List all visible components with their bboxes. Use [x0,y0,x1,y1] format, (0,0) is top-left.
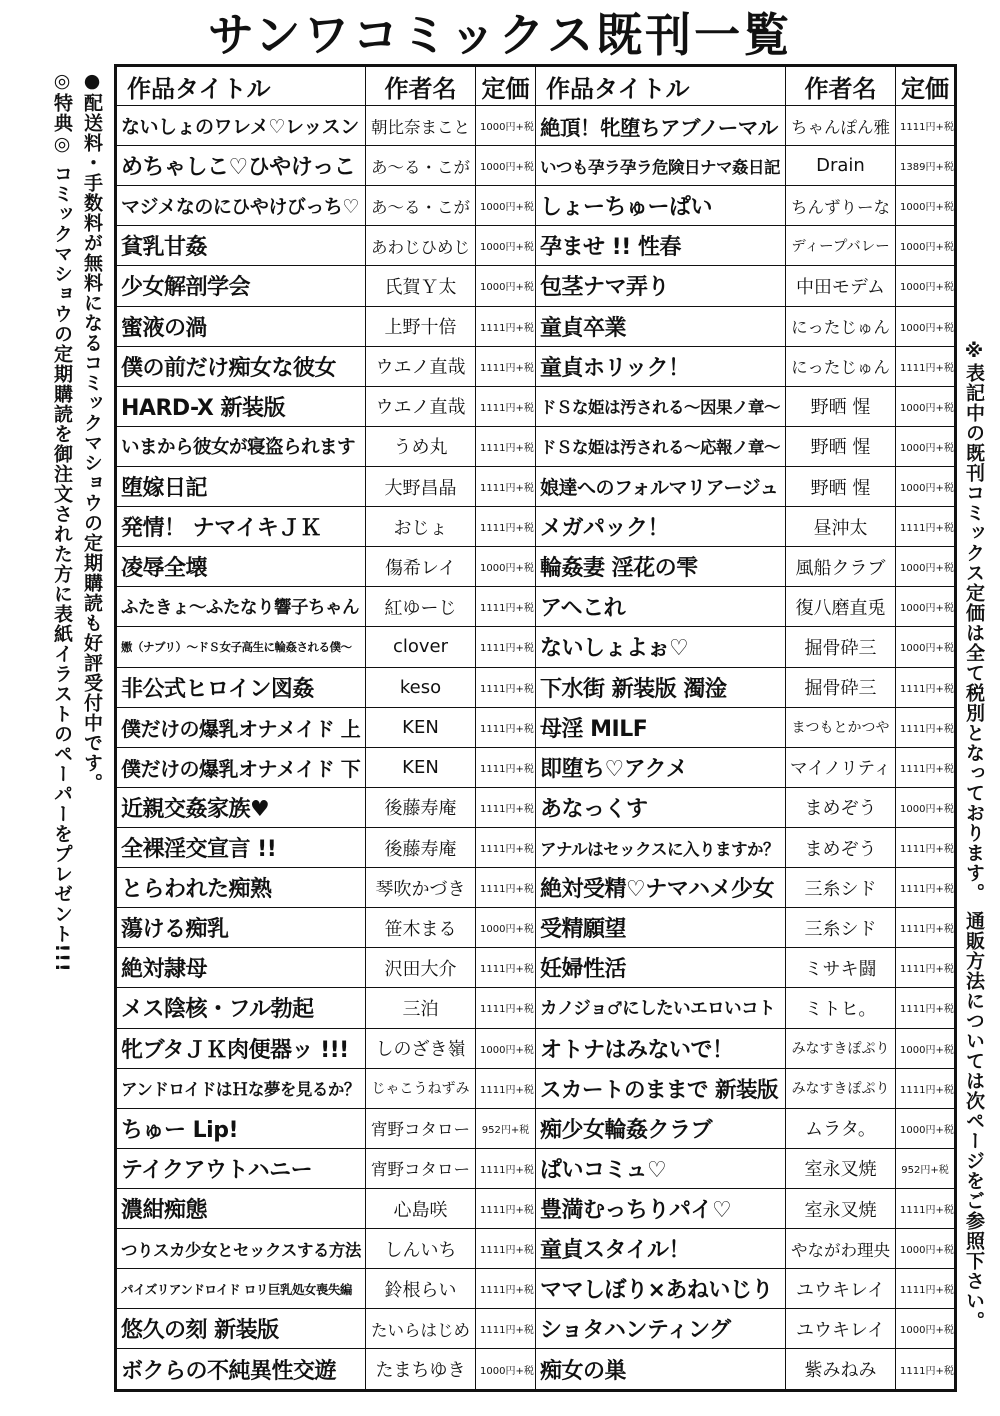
book-price: 1111円+税 [476,426,536,466]
book-title: メス陰核・フル勃起 [116,988,366,1028]
book-price: 1000円+税 [896,306,956,346]
book-price: 1000円+税 [896,547,956,587]
book-price: 1000円+税 [896,587,956,627]
book-title: パイズリアンドロイド ロリ巨乳処女喪失編 [116,1269,366,1309]
book-title: アヘこれ [536,587,786,627]
book-price: 1111円+税 [896,988,956,1028]
book-author: ユウキレイ [786,1269,896,1309]
book-author: 氏賀Ｙ太 [366,266,476,306]
book-author: 宵野コタロー [366,1108,476,1148]
book-author: たいらはじめ [366,1309,476,1349]
book-title: アンドロイドはＨな夢を見るか？ [116,1068,366,1108]
book-title: あなっくす [536,787,786,827]
book-author: みなすきぽぷり [786,1028,896,1068]
book-price: 1000円+税 [896,1108,956,1148]
table-row [116,988,956,1028]
table-row [116,507,956,547]
table-row [116,667,956,707]
table-row [116,226,956,266]
table-row [116,386,956,426]
book-price: 1000円+税 [896,226,956,266]
book-price: 1000円+税 [896,627,956,667]
book-price: 1111円+税 [476,507,536,547]
book-title: 童貞卒業 [536,306,786,346]
book-price: 1111円+税 [896,1349,956,1391]
book-title: 豊満むっちりパイ♡ [536,1188,786,1228]
book-title: 僕だけの爆乳オナメイド 上 [116,707,366,747]
table-row [116,1148,956,1188]
book-author: 昼沖太 [786,507,896,547]
book-price: 1000円+税 [896,1028,956,1068]
book-title: 僕だけの爆乳オナメイド 下 [116,747,366,787]
header-author: 作者名 [366,66,476,106]
book-price: 1111円+税 [476,868,536,908]
book-title: いつも孕ラ孕ラ危険日ナマ姦日記 [536,146,786,186]
book-author: 大野昌晶 [366,466,476,506]
book-author: 掘骨砕三 [786,627,896,667]
book-price: 1111円+税 [896,667,956,707]
book-title: 悠久の刻 新装版 [116,1309,366,1349]
book-price: 1000円+税 [896,186,956,226]
book-title: 絶対隷母 [116,948,366,988]
book-author: 三糸シド [786,908,896,948]
book-author: あ〜る・こが [366,186,476,226]
book-author: まめぞう [786,827,896,867]
book-title: 僕の前だけ痴女な彼女 [116,346,366,386]
book-price: 1000円+税 [476,1028,536,1068]
book-title: 即堕ち♡アクメ [536,747,786,787]
table-row [116,1108,956,1148]
book-author: じゃこうねずみ [366,1068,476,1108]
table-row [116,747,956,787]
book-price: 952円+税 [476,1108,536,1148]
table-row [116,908,956,948]
book-price: 1111円+税 [896,868,956,908]
book-price: 1111円+税 [896,948,956,988]
book-author: 上野十倍 [366,306,476,346]
book-title: 童貞スタイル！ [536,1229,786,1269]
book-price: 1111円+税 [476,1188,536,1228]
book-price: 1000円+税 [476,547,536,587]
header-price: 定価 [476,66,536,106]
table-row [116,106,956,146]
book-author: KEN [366,747,476,787]
book-author: やながわ理央 [786,1229,896,1269]
book-title: つりスカ少女とセックスする方法 [116,1229,366,1269]
book-title: 非公式ヒロイン図姦 [116,667,366,707]
table-row [116,547,956,587]
book-title: テイクアウトハニー [116,1148,366,1188]
book-title: 貧乳甘姦 [116,226,366,266]
book-author: 野晒 惺 [786,466,896,506]
book-price: 1000円+税 [896,1229,956,1269]
table-row [116,466,956,506]
book-title: 受精願望 [536,908,786,948]
table-row [116,346,956,386]
book-title: 包茎ナマ弄り [536,266,786,306]
book-author: たまちゆき [366,1349,476,1391]
table-row [116,146,956,186]
book-author: 紅ゆーじ [366,587,476,627]
book-price: 1111円+税 [476,1148,536,1188]
book-price: 1111円+税 [896,1269,956,1309]
book-author: ウエノ直哉 [366,346,476,386]
book-author: 後藤寿庵 [366,827,476,867]
book-author: 宵野コタロー [366,1148,476,1188]
table-row [116,948,956,988]
book-title: しょーちゅーぱい [536,186,786,226]
book-author: 鈴根らい [366,1269,476,1309]
book-title: 蕩ける痴乳 [116,908,366,948]
book-price: 1111円+税 [476,747,536,787]
book-price: 1000円+税 [896,426,956,466]
book-author: あ〜る・こが [366,146,476,186]
book-title: ドＳな姫は汚される〜因果ノ章〜 [536,386,786,426]
book-price: 1111円+税 [476,587,536,627]
book-title: 輪姦妻 淫花の雫 [536,547,786,587]
book-price: 1111円+税 [476,1068,536,1108]
book-price: 1111円+税 [476,306,536,346]
book-title: 妊婦性活 [536,948,786,988]
book-author: マイノリティ [786,747,896,787]
table-row [116,1229,956,1269]
book-price: 952円+税 [896,1148,956,1188]
table-row [116,627,956,667]
book-title: 発情！ ナマイキＪＫ [116,507,366,547]
book-price: 1000円+税 [476,146,536,186]
book-author: にったじゅん [786,346,896,386]
book-title: 孕ませ !! 性春 [536,226,786,266]
price-note: ※表記中の既刊コミックス定価は全て税別となっております。 通販方法については次ページをご参照下さい。 [963,340,985,1331]
book-title: メガパック！ [536,507,786,547]
book-title: 凌辱全壊 [116,547,366,587]
book-title: いまから彼女が寝盗られます [116,426,366,466]
table-row [116,186,956,226]
book-title: 娘達へのフォルマリアージュ [536,466,786,506]
book-author: 後藤寿庵 [366,787,476,827]
book-price: 1000円+税 [896,266,956,306]
book-price: 1000円+税 [896,386,956,426]
book-author: 野晒 惺 [786,426,896,466]
book-author: まつもとかつや [786,707,896,747]
book-author: 心島咲 [366,1188,476,1228]
book-author: 朝比奈まこと [366,106,476,146]
table-row [116,827,956,867]
book-author: 室永叉焼 [786,1188,896,1228]
book-author: Drain [786,146,896,186]
table-row [116,1269,956,1309]
book-price: 1111円+税 [476,667,536,707]
book-price: 1111円+税 [476,627,536,667]
book-title: ないしょのワレメ♡レッスン [116,106,366,146]
table-row [116,1068,956,1108]
book-author: 傷希レイ [366,547,476,587]
book-title: 絶対受精♡ナマハメ少女 [536,868,786,908]
table-row [116,1028,956,1068]
catalog-table [114,64,957,1392]
header-title: 作品タイトル [116,66,366,106]
book-author: ディープバレー [786,226,896,266]
table-row [116,426,956,466]
book-price: 1111円+税 [476,1309,536,1349]
book-price: 1111円+税 [476,948,536,988]
book-author: おじょ [366,507,476,547]
book-author: KEN [366,707,476,747]
book-title: 蜜液の渦 [116,306,366,346]
book-price: 1111円+税 [476,1229,536,1269]
page-title: サンワコミックス既刊一覧 [207,8,793,62]
book-author: にったじゅん [786,306,896,346]
book-price: 1000円+税 [476,186,536,226]
book-title: 痴少女輪姦クラブ [536,1108,786,1148]
book-price: 1000円+税 [476,266,536,306]
book-title: とらわれた痴熟 [116,868,366,908]
book-title: ふたきょ〜ふたなり響子ちゃん [116,587,366,627]
book-price: 1111円+税 [476,346,536,386]
book-title: 絶頂！牝堕ちアブノーマル [536,106,786,146]
book-author: 復八磨直兎 [786,587,896,627]
book-price: 1000円+税 [476,106,536,146]
book-title: アナルはセックスに入りますか？ [536,827,786,867]
book-title: 近親交姦家族♥ [116,787,366,827]
left-notes [44,70,106,1390]
book-author: ユウキレイ [786,1309,896,1349]
book-price: 1389円+税 [896,146,956,186]
table-row [116,1188,956,1228]
book-author: ちゃんぽん雅 [786,106,896,146]
book-title: ぱいコミュ♡ [536,1148,786,1188]
book-price: 1111円+税 [896,707,956,747]
table-row [116,1309,956,1349]
book-price: 1111円+税 [476,707,536,747]
book-price: 1111円+税 [896,346,956,386]
header-title: 作品タイトル [536,66,786,106]
book-author: あわじひめじ [366,226,476,266]
book-author: 野晒 惺 [786,386,896,426]
book-author: 三泊 [366,988,476,1028]
book-author: 琴吹かづき [366,868,476,908]
book-author: ちんずりーな [786,186,896,226]
book-author: clover [366,627,476,667]
book-author: 室永叉焼 [786,1148,896,1188]
table-row [116,787,956,827]
table-row [116,587,956,627]
book-title: 母淫 MILF [536,707,786,747]
book-title: 痴女の巣 [536,1349,786,1391]
header-price: 定価 [896,66,956,106]
book-price: 1000円+税 [896,1309,956,1349]
book-price: 1111円+税 [896,747,956,787]
book-author: ムラタ。 [786,1108,896,1148]
book-price: 1000円+税 [476,226,536,266]
book-author: 三糸シド [786,868,896,908]
book-title: 下水街 新装版 濁淦 [536,667,786,707]
subscription-note: ●配送料・手数料が無料になるコミックマショウの定期購読も好評受付中です。 [81,70,103,793]
book-title: カノジョ♂にしたいエロいコト [536,988,786,1028]
table-row [116,1349,956,1391]
book-author: 紫みねみ [786,1349,896,1391]
book-title: 濃紺痴態 [116,1188,366,1228]
book-title: ショタハンティング [536,1309,786,1349]
book-price: 1111円+税 [476,466,536,506]
book-price: 1111円+税 [476,386,536,426]
book-price: 1111円+税 [476,787,536,827]
book-author: みなすきぽぷり [786,1068,896,1108]
book-title: ママしぼり×あねいじり [536,1269,786,1309]
book-price: 1111円+税 [896,507,956,547]
book-author: 笹木まる [366,908,476,948]
book-author: うめ丸 [366,426,476,466]
book-author: keso [366,667,476,707]
header-row [116,66,956,106]
table-row [116,707,956,747]
book-price: 1111円+税 [476,827,536,867]
book-title: ドＳな姫は汚される〜応報ノ章〜 [536,426,786,466]
book-price: 1111円+税 [476,1269,536,1309]
book-title: 全裸淫交宣言 !! [116,827,366,867]
book-author: 掘骨砕三 [786,667,896,707]
book-author: まめぞう [786,787,896,827]
book-title: 堕嫁日記 [116,466,366,506]
book-title: 少女解剖学会 [116,266,366,306]
book-title: スカートのままで 新装版 [536,1068,786,1108]
book-price: 1000円+税 [896,787,956,827]
table-row [116,868,956,908]
book-price: 1111円+税 [896,1068,956,1108]
book-price: 1111円+税 [896,827,956,867]
book-price: 1111円+税 [896,908,956,948]
book-title: マジメなのにひやけびっち♡ [116,186,366,226]
book-price: 1111円+税 [476,988,536,1028]
book-price: 1000円+税 [896,466,956,506]
book-author: しんいち [366,1229,476,1269]
book-title: めちゃしこ♡ひやけっこ [116,146,366,186]
book-title: オトナはみないで！ [536,1028,786,1068]
book-title: ないしょよぉ♡ [536,627,786,667]
table-row [116,306,956,346]
book-title: HARD-X 新装版 [116,386,366,426]
book-price: 1000円+税 [476,908,536,948]
right-notes [956,340,990,1400]
book-author: 沢田大介 [366,948,476,988]
book-price: 1000円+税 [476,1349,536,1391]
header-author: 作者名 [786,66,896,106]
book-author: 風船クラブ [786,547,896,587]
book-title: 牝ブタＪＫ肉便器ッ !!! [116,1028,366,1068]
book-author: 中田モデム [786,266,896,306]
book-title: 童貞ホリック！ [536,346,786,386]
book-price: 1111円+税 [896,1188,956,1228]
book-author: ウエノ直哉 [366,386,476,426]
table-row [116,266,956,306]
book-author: ミトヒ。 [786,988,896,1028]
book-price: 1111円+税 [896,106,956,146]
book-title: ちゅー Lip! [116,1108,366,1148]
book-author: しのざき嶺 [366,1028,476,1068]
book-author: ミサキ闘 [786,948,896,988]
book-title: ボクらの不純異性交遊 [116,1349,366,1391]
book-title: 嫐（ナブリ）〜ドＳ女子高生に輪姦される僕〜 [116,627,366,667]
bonus-note: ◎特典◎ コミックマショウの定期購読を御注文された方に表紙イラストのペーパーをプレゼント!!! [51,70,73,973]
